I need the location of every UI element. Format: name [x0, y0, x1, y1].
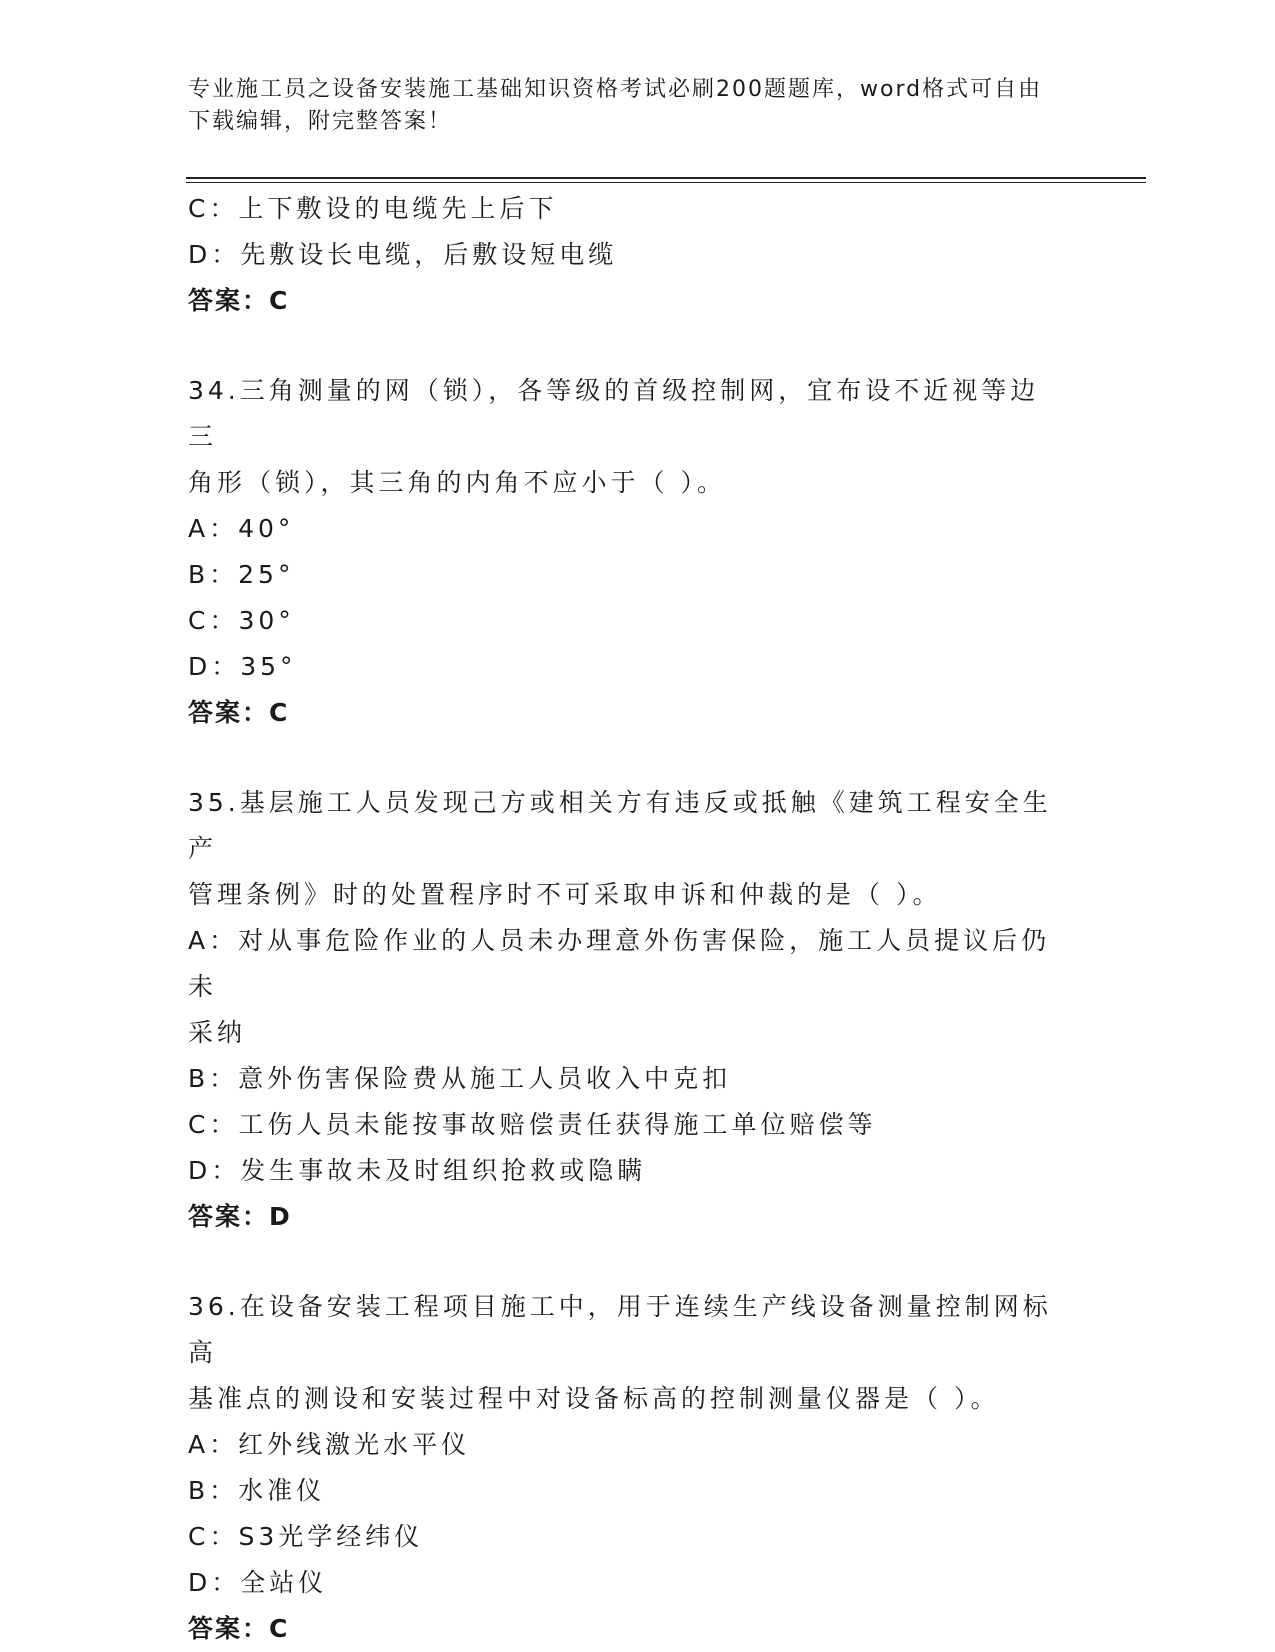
- option-a-continued: 采纳: [188, 1018, 247, 1047]
- answer-line: 答案：C: [188, 698, 290, 727]
- option-c: C：S3光学经纬仪: [188, 1522, 424, 1551]
- option-a: A：对从事危险作业的人员未办理意外伤害保险，施工人员提议后仍未: [188, 926, 1051, 1001]
- question-36: [188, 1284, 1068, 1652]
- option-b: B：水准仪: [188, 1476, 326, 1505]
- option-c: C：工伤人员未能按事故赔偿责任获得施工单位赔偿等: [188, 1110, 877, 1139]
- header-rule-thick: [186, 177, 1146, 179]
- option-d: D：全站仪: [188, 1568, 328, 1597]
- option-c: C：30°: [188, 606, 295, 635]
- option-b: B：25°: [188, 560, 295, 589]
- answer-line: 答案：C: [188, 286, 290, 315]
- question-stem-line: 34.三角测量的网（锁），各等级的首级控制网，宜布设不近视等边三: [188, 376, 1040, 451]
- document-header: [188, 74, 1088, 138]
- previous-question-tail: [188, 186, 1068, 324]
- question-stem-line: 角形（锁），其三角的内角不应小于（ ）。: [188, 468, 726, 497]
- option-d: D：发生事故未及时组织抢救或隐瞒: [188, 1156, 647, 1185]
- option-b: B：意外伤害保险费从施工人员收入中克扣: [188, 1064, 732, 1093]
- option-a: A：红外线激光水平仪: [188, 1430, 471, 1459]
- option-d: D：35°: [188, 652, 297, 681]
- question-stem-line: 36.在设备安装工程项目施工中，用于连续生产线设备测量控制网标高: [188, 1292, 1052, 1367]
- header-rule-thin: [186, 182, 1146, 183]
- question-stem-line: 基准点的测设和安装过程中对设备标高的控制测量仪器是（ ）。: [188, 1384, 1000, 1413]
- question-35: [188, 780, 1068, 1240]
- option-a: A：40°: [188, 514, 295, 543]
- option-c: C：上下敷设的电缆先上后下: [188, 194, 558, 223]
- header-title-line-2: 下载编辑，附完整答案！: [188, 109, 453, 134]
- question-stem-line: 管理条例》时的处置程序时不可采取申诉和仲裁的是（ ）。: [188, 880, 942, 909]
- answer-line: 答案：C: [188, 1614, 290, 1643]
- question-stem-line: 35.基层施工人员发现己方或相关方有违反或抵触《建筑工程安全生产: [188, 788, 1052, 863]
- option-d: D：先敷设长电缆，后敷设短电缆: [188, 240, 618, 269]
- question-34: [188, 368, 1068, 736]
- question-list: [188, 186, 1068, 1652]
- answer-line: 答案：D: [188, 1202, 292, 1231]
- header-title-line-1: 专业施工员之设备安装施工基础知识资格考试必刷200题题库，word格式可自由: [188, 77, 1043, 102]
